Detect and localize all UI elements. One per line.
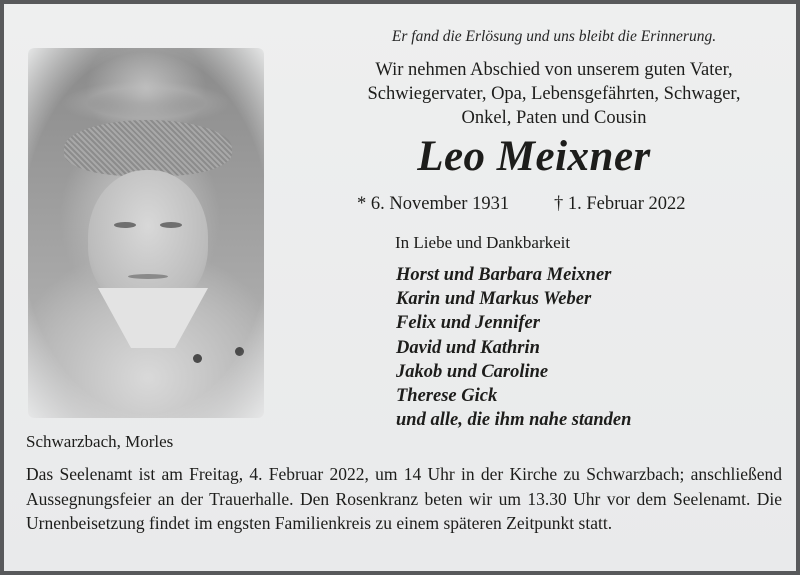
deceased-name: Leo Meixner (417, 133, 651, 180)
intro-line: Onkel, Paten und Cousin (461, 108, 647, 128)
service-details: Das Seelenamt ist am Freitag, 4. Februar 2022, um 14 Uhr in der Kirche zu Schwarzbach; anschließend Aussegnungsfeier an der Trauerhalle. Den Rosenkranz beten wir um 13.30 Uhr vor dem Seelenamt. Die Urnenbeisetzung findet im engsten Familienkreis zu einem späteren Zeitpunkt statt. (26, 464, 782, 533)
intro-line: Wir nehmen Abschied von unserem guten Vater, (375, 60, 733, 80)
eye-shape (160, 222, 182, 228)
birth-date: * 6. November 1931 (357, 194, 510, 214)
eye-shape (114, 222, 136, 228)
obituary-notice (4, 4, 796, 571)
mouth-shape (128, 274, 168, 279)
intro-line: Schwiegervater, Opa, Lebensgefährten, Schwager, (367, 84, 741, 104)
mourner-entry: Jakob und Caroline (396, 361, 549, 382)
mourner-entry: Therese Gick (396, 386, 498, 407)
jacket-button (235, 347, 244, 356)
mourners-list (396, 263, 631, 432)
mourner-entry: Horst und Barbara Meixner (396, 265, 612, 285)
death-date: † 1. Februar 2022 (554, 194, 686, 214)
place-line: Schwarzbach, Morles (26, 432, 174, 451)
mourner-entry: und alle, die ihm nahe standen (396, 410, 632, 431)
motto: Er fand die Erlösung und uns bleibt die Erinnerung. (391, 28, 717, 45)
shirt-collar-shape (98, 288, 208, 348)
mourner-entry: Karin und Markus Weber (396, 289, 592, 310)
intro-text (304, 58, 800, 130)
portrait-photo (28, 48, 264, 418)
mourner-entry: David und Kathrin (396, 337, 540, 358)
jacket-button (193, 354, 202, 363)
thanks-line: In Liebe und Dankbarkeit (395, 233, 571, 252)
flat-cap-shape (64, 120, 232, 176)
mourner-entry: Felix und Jennifer (396, 313, 540, 334)
